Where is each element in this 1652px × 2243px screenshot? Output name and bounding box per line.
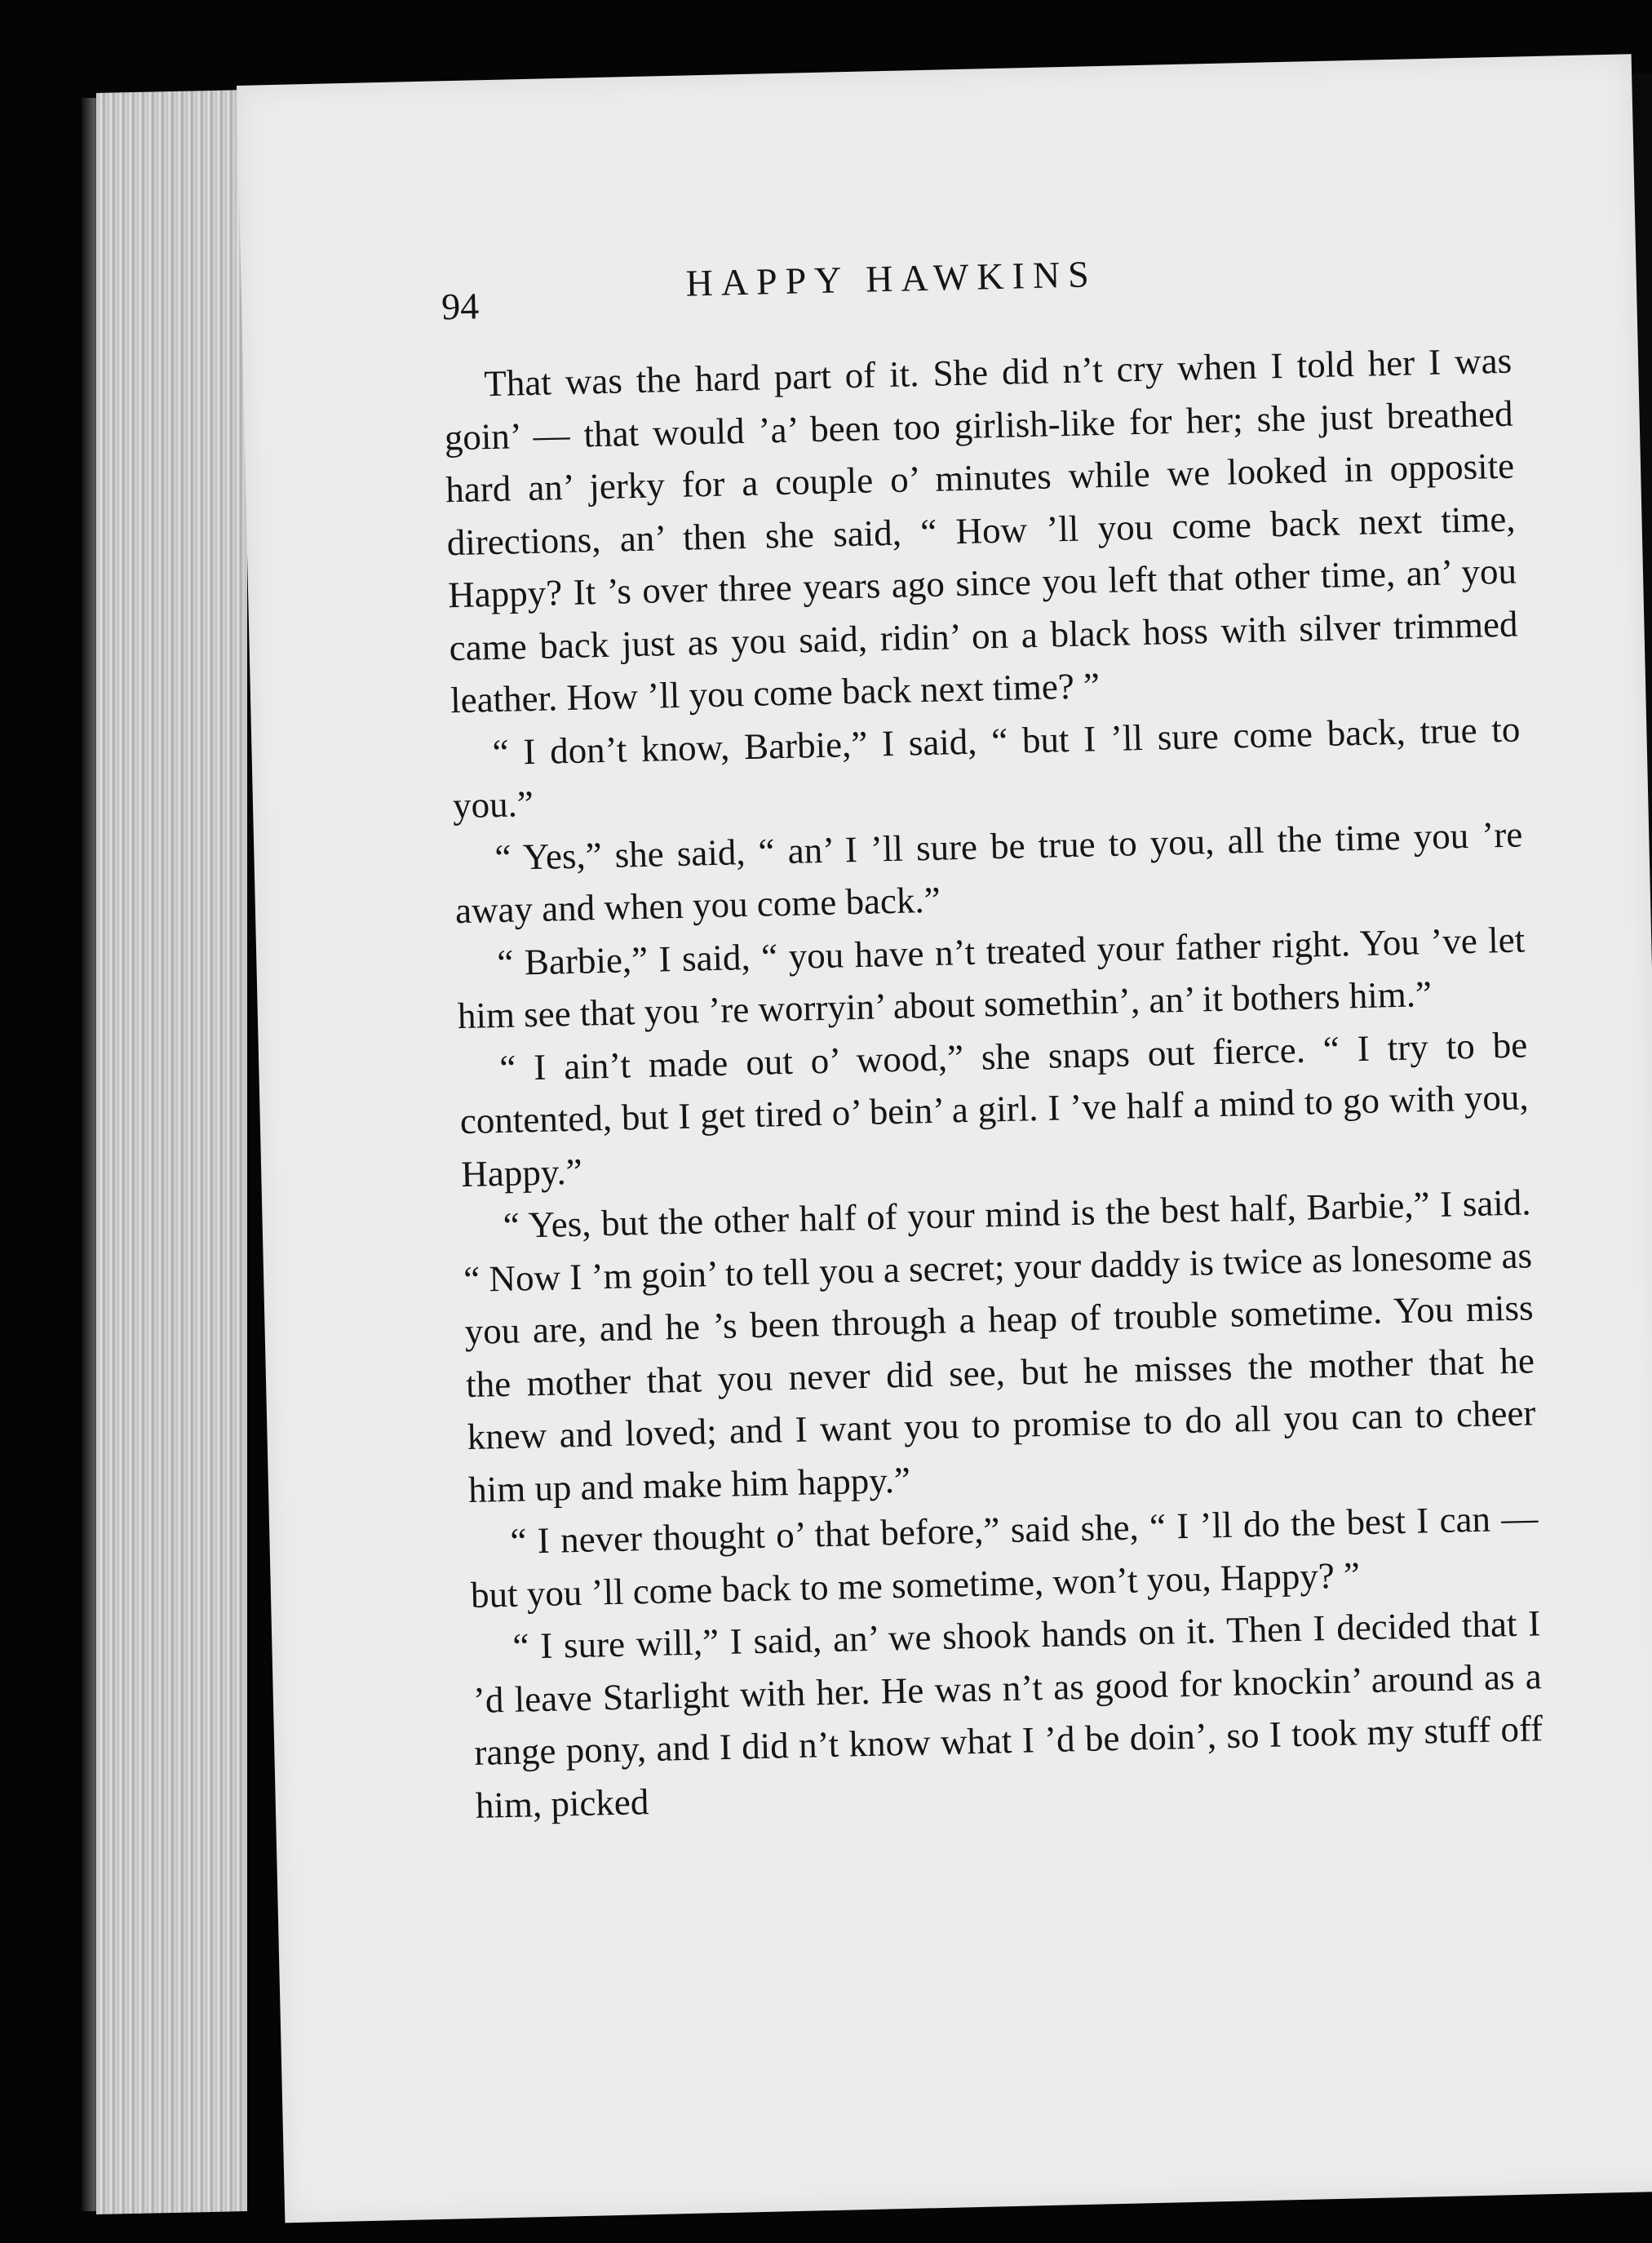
- text-block: [441, 237, 1544, 1832]
- body-text: [443, 335, 1545, 1832]
- book-page: [237, 54, 1652, 2223]
- paragraph: “ I never thought o’ that before,” said she, “ I ’ll do the best I can — but you ’ll come back to me sometime, won’t you, Happy? ”: [470, 1497, 1539, 1616]
- paragraph: “ I sure will,” I said, an’ we shook hands on it. Then I decided that I ’d leave Starlight with her. He was n’t as good for knockin’ around as a range pony, and I did n’t know what I ’d be doin’, so I took my stuff off him, picked: [472, 1602, 1543, 1826]
- paragraph: “ I ain’t made out o’ wood,” she snaps out fierce. “ I try to be contented, but I get tired o’ bein’ a girl. I ’ve half a mind to go with you, Happy.”: [459, 1023, 1530, 1195]
- page-number: 94: [441, 285, 480, 328]
- paragraph: “ Barbie,” I said, “ you have n’t treated your father right. You ’ve let him see that you ’re worryin’ about somethin’, an’ it bothers him.”: [457, 918, 1526, 1037]
- page-edges: [96, 90, 247, 2214]
- paragraph: “ Yes, but the other half of your mind is the best half, Barbie,” I said. “ Now I ’m goin’ to tell you a secret; your daddy is twice as lonesome as you are, and he ’s been through a heap of trouble sometime. You miss the mother that you never did see, but he misses the mother that he knew and loved; and I want you to promise to do all you can to cheer him up and make him happy.”: [463, 1181, 1536, 1510]
- paragraph: “ I don’t know, Barbie,” I said, “ but I ’ll sure come back, true to you.”: [452, 708, 1521, 827]
- running-title: HAPPY HAWKINS: [685, 253, 1098, 304]
- paragraph: “ Yes,” she said, “ an’ I ’ll sure be true to you, all the time you ’re away and when you come back.”: [454, 813, 1523, 932]
- paragraph: That was the hard part of it. She did n’t cry when I told her I was goin’ — that would ’a’ been too girlish-like for her; she just breathed hard an’ jerky for a couple o’ minutes while we looked in opposite directions, an’ then she said, “ How ’ll you come back next time, Happy? It ’s over three years ago since you left that other time, an’ you came back just as you said, ridin’ on a black hoss with silver trimmed leather. How ’ll you come back next time? ”: [444, 339, 1518, 721]
